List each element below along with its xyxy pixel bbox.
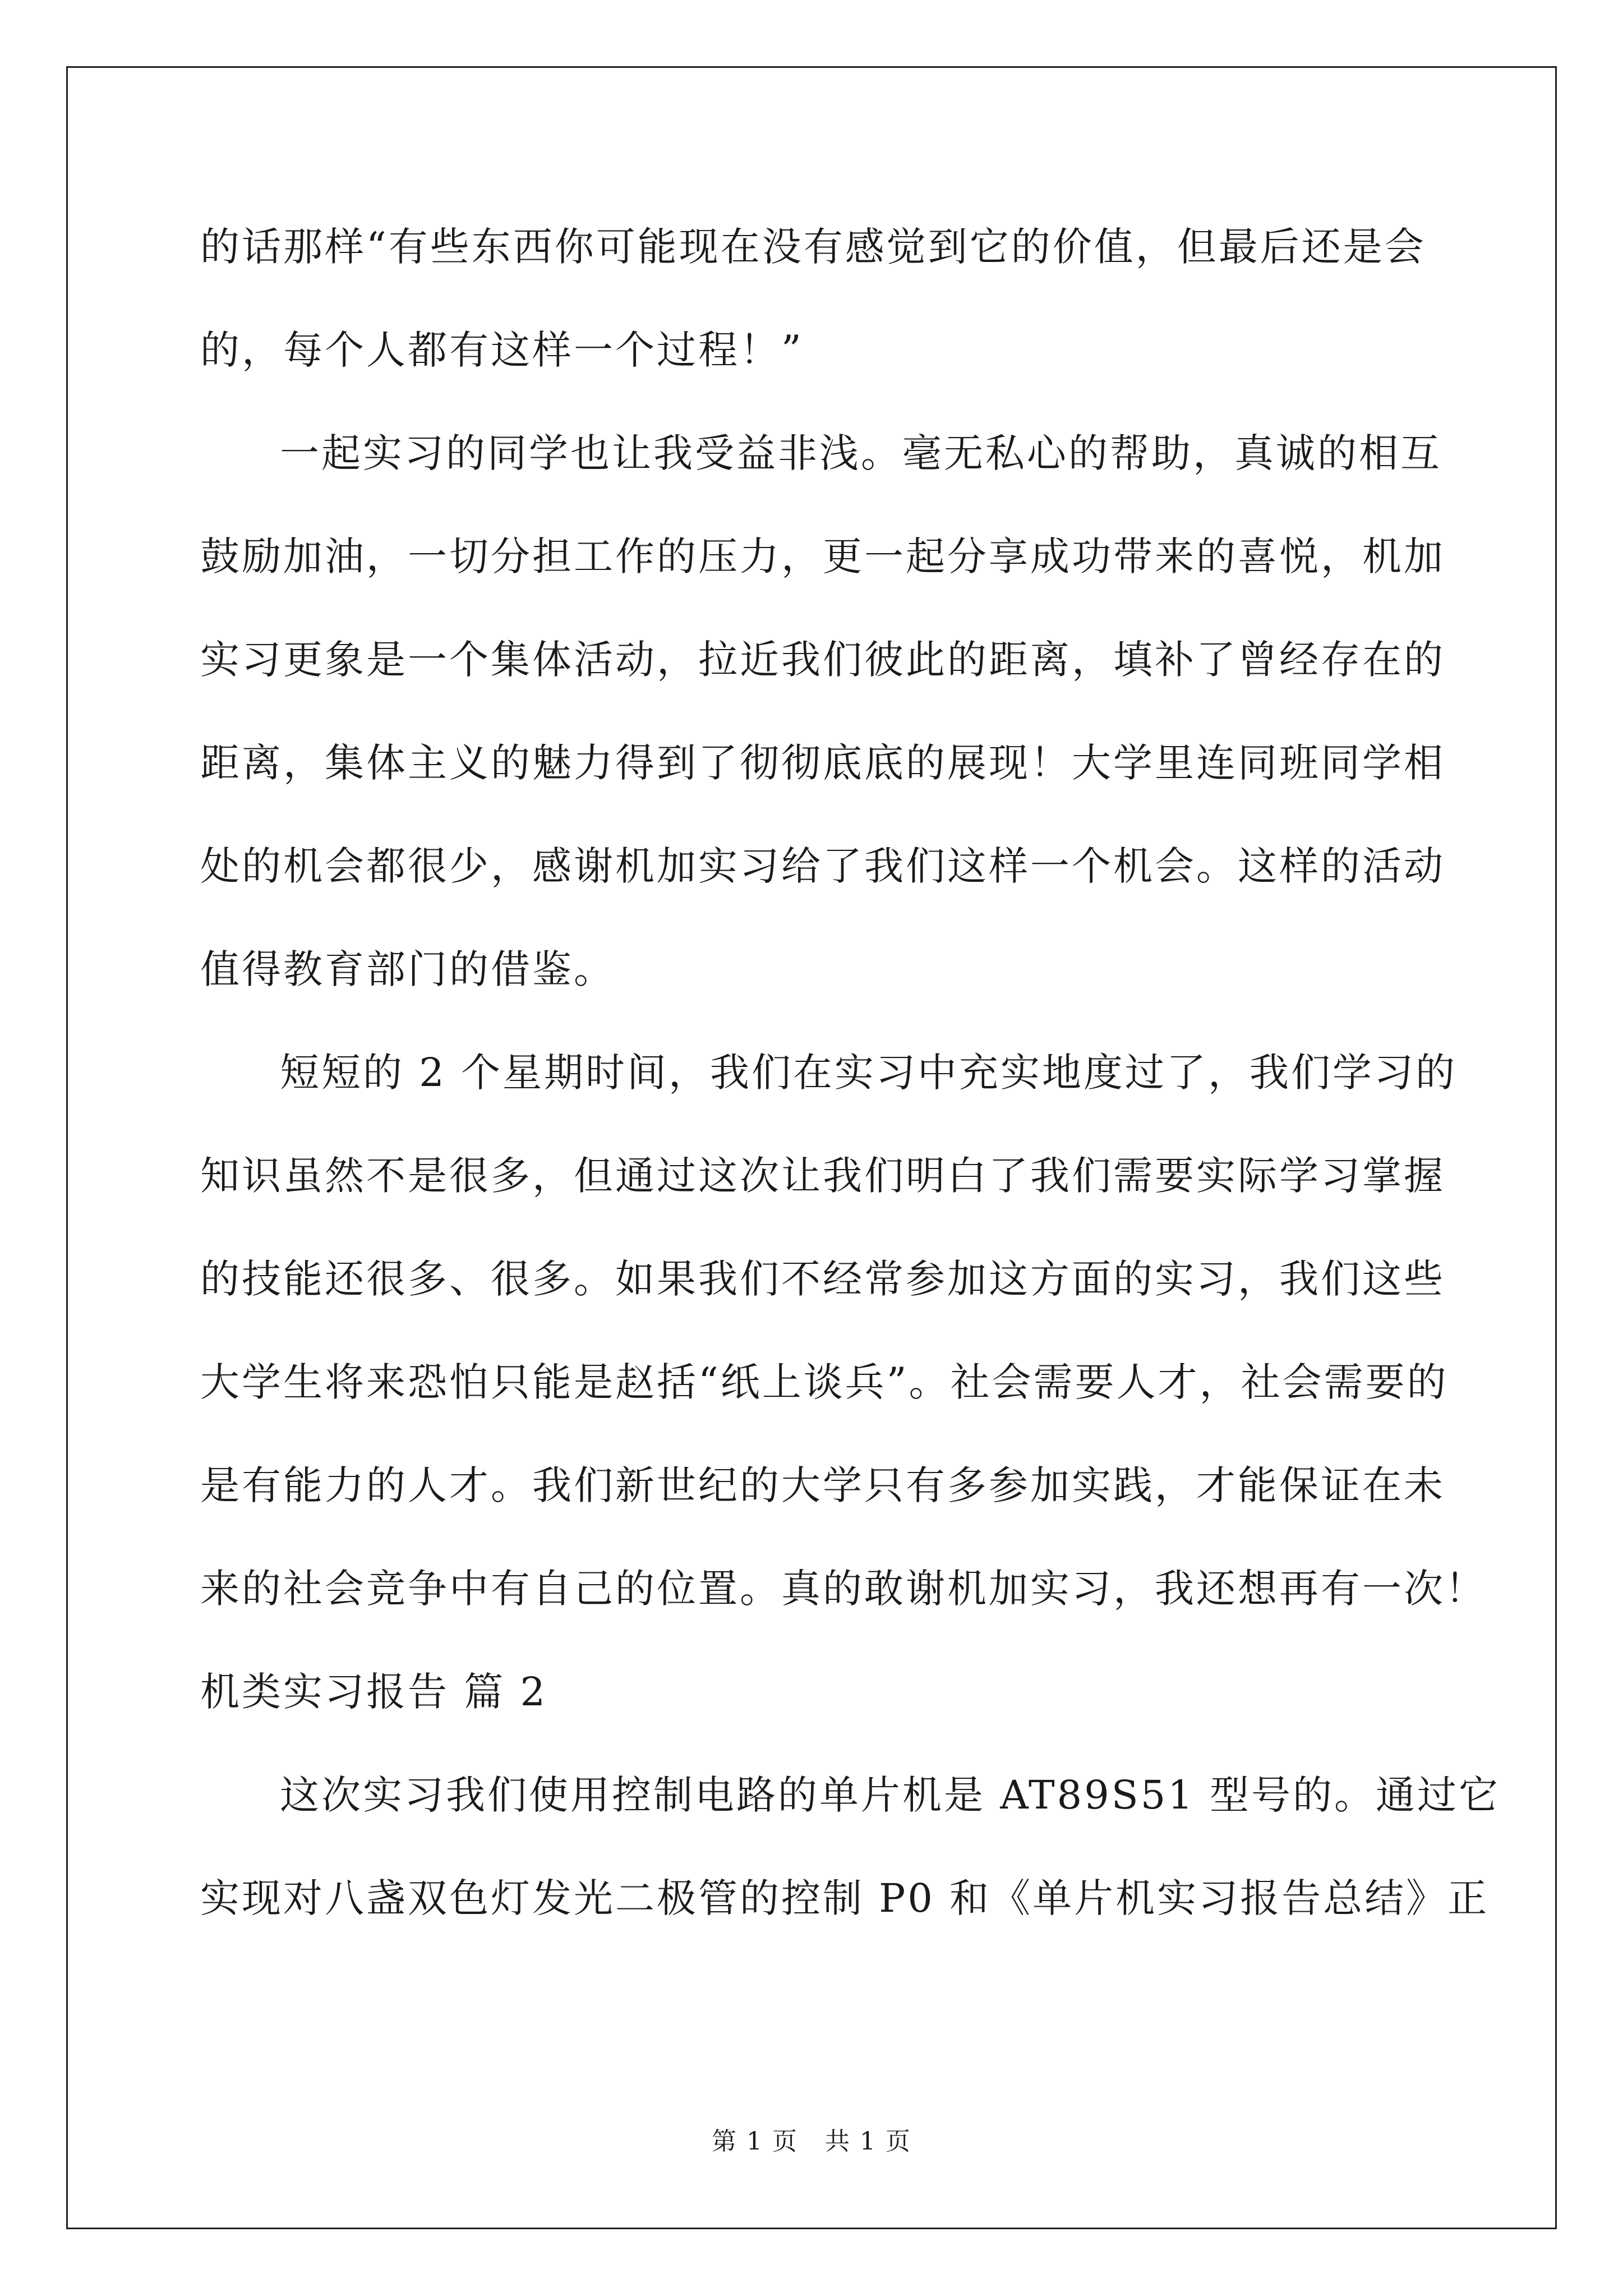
- text-line: 距离，集体主义的魅力得到了彻彻底底的展现！大学里连同班同学相: [200, 740, 1445, 786]
- paragraph-start-line: 这次实习我们使用控制电路的单片机是 AT89S51 型号的。通过它: [280, 1772, 1501, 1818]
- document-body: [200, 219, 1501, 1973]
- text-line: 的，每个人都有这样一个过程！”: [200, 327, 804, 373]
- text-line: 来的社会竞争中有自己的位置。真的敢谢机加实习，我还想再有一次！: [200, 1566, 1487, 1612]
- text-line: 鼓励加油，一切分担工作的压力，更一起分享成功带来的喜悦，机加: [200, 533, 1445, 579]
- text-line: 的话那样“有些东西你可能现在没有感觉到它的价值，但最后还是会: [200, 224, 1426, 270]
- page-footer: 第 1 页 共 1 页: [712, 2127, 911, 2156]
- text-line: 的技能还很多、很多。如果我们不经常参加这方面的实习，我们这些: [200, 1256, 1445, 1302]
- text-line: 值得教育部门的借鉴。: [200, 946, 615, 992]
- paragraph-start-line: 一起实习的同学也让我受益非浅。毫无私心的帮助，真诚的相互: [280, 430, 1442, 476]
- section-heading: 机类实习报告 篇 2: [200, 1669, 548, 1715]
- text-line: 处的机会都很少，感谢机加实习给了我们这样一个机会。这样的活动: [200, 843, 1445, 889]
- text-line: 是有能力的人才。我们新世纪的大学只有多参加实践，才能保证在未: [200, 1462, 1445, 1508]
- text-line: 实现对八盏双色灯发光二极管的控制 P0 和《单片机实习报告总结》正: [200, 1875, 1490, 1921]
- text-line: 大学生将来恐怕只能是赵括“纸上谈兵”。社会需要人才，社会需要的: [200, 1359, 1449, 1405]
- text-line: 知识虽然不是很多，但通过这次让我们明白了我们需要实际学习掌握: [200, 1153, 1445, 1199]
- paragraph-start-line: 短短的 2 个星期时间，我们在实习中充实地度过了，我们学习的: [280, 1050, 1458, 1096]
- text-line: 实习更象是一个集体活动，拉近我们彼此的距离，填补了曾经存在的: [200, 637, 1445, 683]
